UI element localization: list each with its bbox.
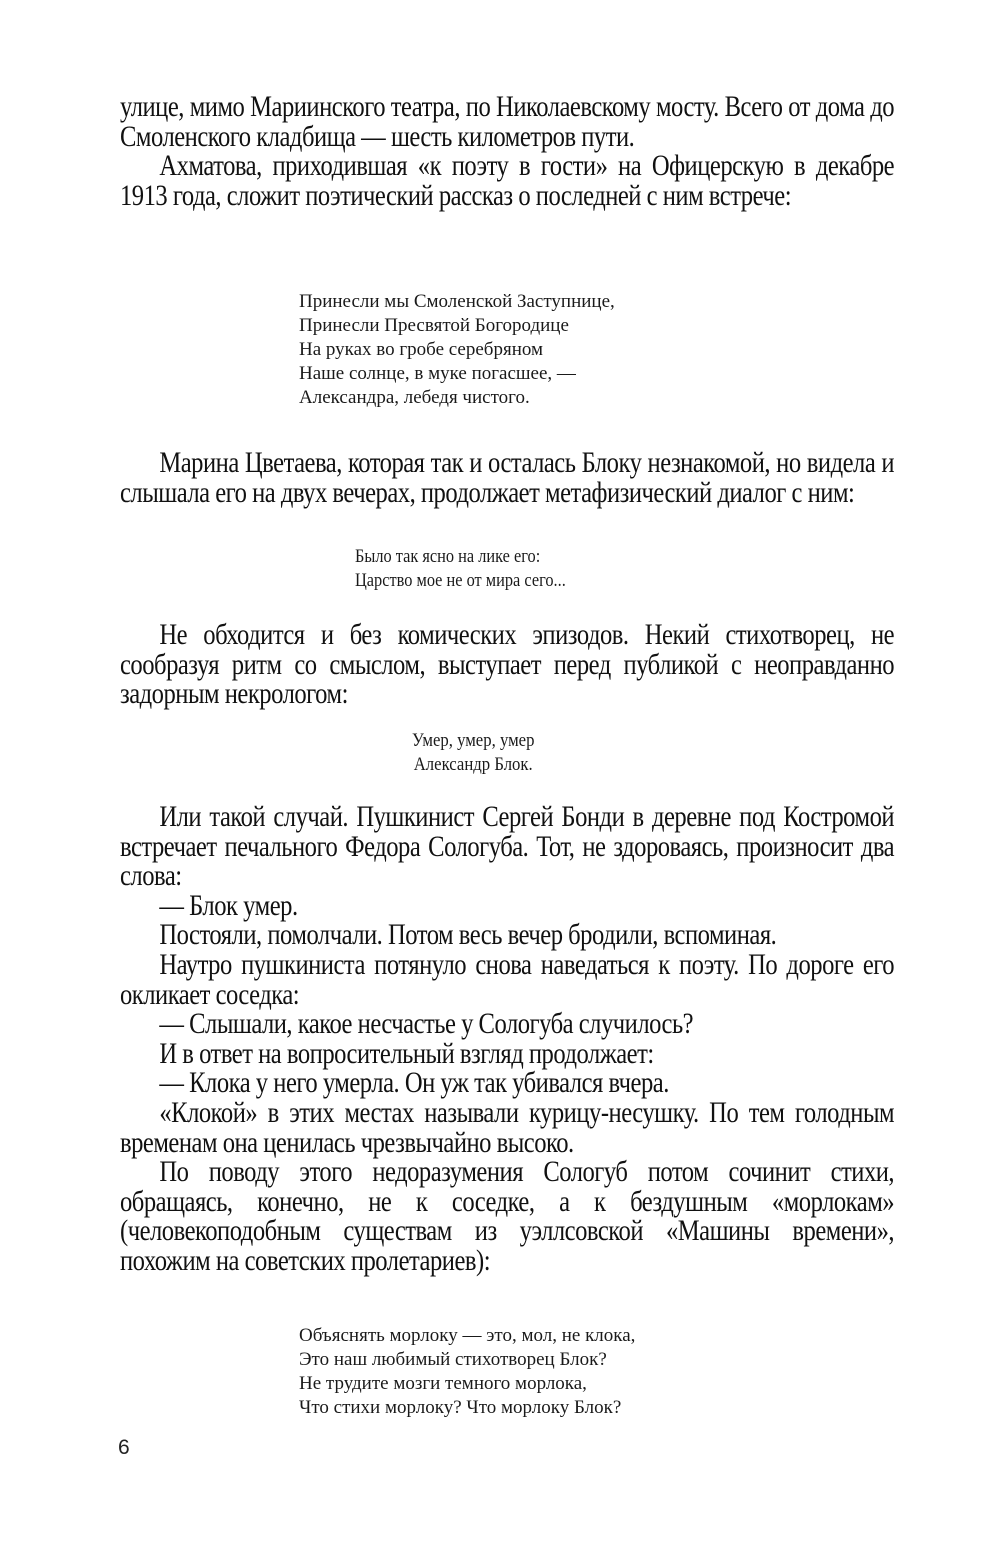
prose-block-4 (120, 802, 1000, 1276)
paragraph: Ахматова, приходившая «к поэту в гости» на Офицерскую в декабре 1913 года, сложит поэтический рассказ о последней с ним встрече: (120, 149, 895, 212)
prose-block-3 (120, 620, 1000, 709)
paragraph: Или такой случай. Пушкинист Сергей Бонди в деревне под Костромой встречает печального Федора Сологуба. Тот, не здороваясь, произносит два слова: (120, 800, 895, 893)
verse-line: Объяснять морлоку — это, мол, не клока, (299, 1325, 636, 1346)
verse-line: Принесли Пресвятой Богородице (299, 315, 569, 336)
verse-line: Принесли мы Смоленской Заступнице, (299, 291, 615, 312)
paragraph: «Клокой» в этих местах называли курицу-несушку. По тем голодным временам она ценилась чрезвычайно высоко. (120, 1095, 895, 1159)
verse-line: Умер, умер, умер (412, 730, 535, 751)
verse-line: Не трудите мозги темного морлока, (299, 1373, 587, 1394)
paragraph: И в ответ на вопросительный взгляд продолжает: (159, 1036, 654, 1070)
verse-line: Что стихи морлоку? Что морлоку Блок? (299, 1397, 622, 1418)
page-number: 6 (118, 1436, 130, 1459)
paragraph: Не обходится и без комических эпизодов. Некий стихотворец, не сообразуя ритм со смыслом, выступает перед публикой с неоправданно задорным некрологом: (120, 618, 895, 711)
paragraph: Наутро пушкиниста потянуло снова наведаться к поэту. По дороге его окликает соседка: (120, 947, 895, 1011)
verse-line: Было так ясно на лике его: (355, 546, 541, 567)
dialogue-line: — Клока у него умерла. Он уж так убивался вчера. (159, 1066, 669, 1100)
verse-necrology (412, 729, 534, 777)
verse-tsvetaeva (355, 545, 566, 593)
paragraph: Марина Цветаева, которая так и осталась Блоку незнакомой, но видела и слышала его на двух вечерах, продолжает метафизический диалог с ним: (120, 446, 895, 509)
paragraph: Постояли, помолчали. Потом весь вечер бродили, вспоминая. (159, 918, 777, 952)
paragraph: По поводу этого недоразумения Сологуб потом сочинит стихи, обращаясь, конечно, не к соседке, а к бездушным «морлокам» (человекоподобным существам из уэллсовской «Машины времени», похожим на советских пролетариев): (120, 1155, 895, 1277)
verse-line: На руках во гробе серебряном (299, 339, 544, 360)
verse-line: Наше солнце, в муке погасшее, — (299, 363, 576, 384)
verse-line: Царство мое не от мира сего... (355, 570, 566, 591)
paragraph: улице, мимо Мариинского театра, по Николаевскому мосту. Всего от дома до Смоленского кладбища — шесть километров пути. (120, 90, 895, 153)
dialogue-line: — Слышали, какое несчастье у Сологуба случилось? (159, 1007, 694, 1041)
dialogue-line: — Блок умер. (159, 888, 298, 922)
verse-line: Александр Блок. (413, 754, 533, 775)
verse-sologub (299, 1324, 635, 1420)
verse-line: Это наш любимый стихотворец Блок? (299, 1349, 607, 1370)
verse-line: Александра, лебедя чистого. (299, 387, 530, 408)
verse-akhmatova (299, 290, 615, 410)
prose-block-1 (120, 92, 1000, 210)
prose-block-2 (120, 448, 1000, 507)
